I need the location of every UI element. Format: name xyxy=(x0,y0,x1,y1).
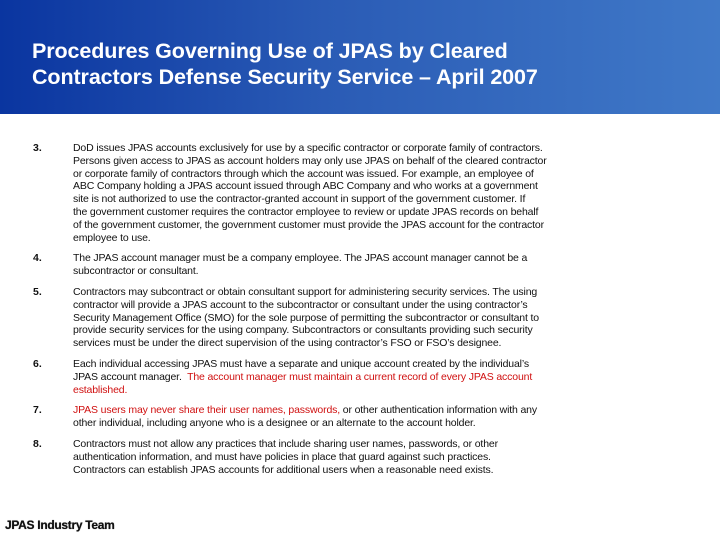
emphasis-text: JPAS users may never share their user names, passwords, xyxy=(73,404,341,417)
text-line: the government customer requires the contractor employee to review or update JPAS records on behalf xyxy=(73,205,539,218)
procedure-item-7 xyxy=(0,404,720,430)
title-line-2: Contractors Defense Security Service – April 2007 xyxy=(32,65,538,89)
procedure-item-4 xyxy=(0,252,720,278)
text-line: Contractors can establish JPAS accounts for additional users when a reasonable need exists. xyxy=(73,463,494,476)
text-line: site is not authorized to use the contractor-granted account in support of the government customer. If xyxy=(73,193,526,206)
item-text xyxy=(73,404,703,430)
jpas-industry-team-logo: JPAS Industry Team xyxy=(5,518,115,532)
text-segment: JPAS account manager. xyxy=(73,370,188,383)
item-text xyxy=(73,358,703,396)
text-line: Contractors may subcontract or obtain consultant support for administering security services. The using xyxy=(73,285,538,298)
text-line: Security Management Office (SMO) for the sole purpose of permitting the subcontractor or consultant to xyxy=(73,311,539,324)
item-text xyxy=(73,252,703,278)
text-line: authentication information, and must have policies in place that guard against such practices. xyxy=(73,450,491,463)
text-line: employee to use. xyxy=(73,231,151,244)
procedure-item-6 xyxy=(0,358,720,396)
text-segment: or other authentication information with any xyxy=(340,404,537,417)
title-banner xyxy=(0,0,720,114)
item-text xyxy=(73,142,703,244)
text-line xyxy=(73,371,703,384)
text-line: Persons given access to JPAS as account holders may only use JPAS on behalf of the cleared contractor xyxy=(73,154,547,167)
text-line: services must be under the direct supervision of the using contractor’s FSO or FSO’s designee. xyxy=(73,337,502,350)
text-line: or corporate family of contractors through which the account was issued. For example, an employee of xyxy=(73,167,534,180)
text-line: contractor will provide a JPAS account to the subcontractor or consultant under the using contractor’s xyxy=(73,298,528,311)
text-line: The JPAS account manager must be a company employee. The JPAS account manager cannot be a xyxy=(73,252,528,265)
procedure-item-8 xyxy=(0,438,720,476)
procedure-item-3 xyxy=(0,142,720,244)
emphasis-text: The account manager must maintain a current record of every JPAS account xyxy=(187,370,533,383)
item-text xyxy=(73,438,703,476)
item-number: 6. xyxy=(33,357,42,370)
item-number: 7. xyxy=(33,404,42,417)
procedure-item-5 xyxy=(0,286,720,350)
text-line: Each individual accessing JPAS must have a separate and unique account created by the individual’s xyxy=(73,357,529,370)
item-number: 4. xyxy=(33,252,42,265)
slide-title xyxy=(32,38,538,90)
item-number: 8. xyxy=(33,437,42,450)
text-line: ABC Company holding a JPAS account issued through ABC Company and who works at a government xyxy=(73,180,538,193)
text-line: DoD issues JPAS accounts exclusively for use by a specific contractor or corporate family of contractors. xyxy=(73,142,543,154)
text-line: Contractors must not allow any practices that include sharing user names, passwords, or other xyxy=(73,437,498,450)
text-line xyxy=(73,404,703,417)
text-line: other individual, including anyone who is a designee or an alternate to the account holder. xyxy=(73,417,476,430)
procedure-list xyxy=(0,142,720,484)
item-number: 3. xyxy=(33,142,42,154)
text-line: of the government customer, the government customer must provide the JPAS account for the contractor xyxy=(73,218,544,231)
text-line: provide security services for the using company. Subcontractors or consultants providing such security xyxy=(73,324,533,337)
title-line-1: Procedures Governing Use of JPAS by Cleared xyxy=(32,39,508,63)
item-text xyxy=(73,286,703,350)
emphasis-text: established. xyxy=(73,383,128,396)
text-line: subcontractor or consultant. xyxy=(73,265,199,278)
item-number: 5. xyxy=(33,285,42,298)
